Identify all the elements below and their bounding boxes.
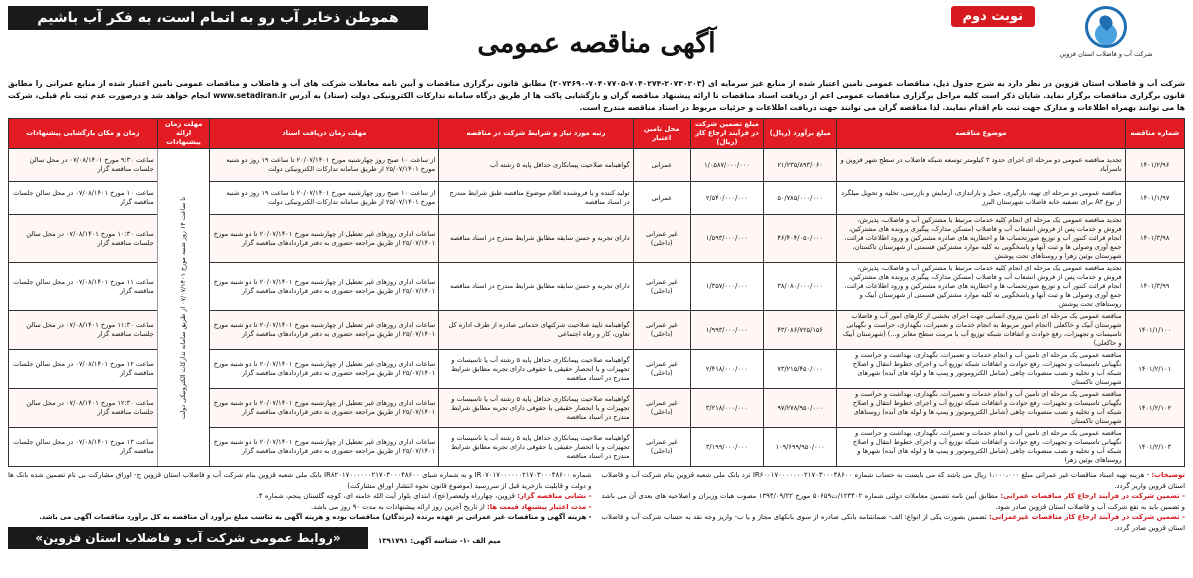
- guarantee-civil-text: مطابق آیین نامه تضمین معاملات دولتی شماره ۱۲۳۴۰۲/ت۵۰۶۵۹ مورخ ۱۳۹۴/۰۹/۲۲ مصوب هیات وزیران و اصلاحیه های بعدی آن می باشد و تضمین باید به نفع شرکت آب و فاضلاب استان قزوین صادر شود.: [601, 492, 1185, 511]
- cell-subject: تجدید مناقصه عمومی دو مرحله ای اجرای حدود ۳ کیلومتر توسعه شبکه فاضلاب در سطح شهر قزوین و تاسرآباد: [837, 149, 1125, 182]
- ad-cost-note: - هزینه آگهی و مناقصات غیر عمرانی بر عهده برنده (برندگان) مناقصات بوده و هزینه آگهی به تناسب مبلغ برآورد آن مناقصه به کل برآورد مناقصات آگهی می باشد.: [39, 513, 592, 521]
- cell-opening: ساعت ۱۳ مورخ ۰۷/۰۸/۱۴۰۱ در محل سالن جلسات مناقصه گزار: [9, 428, 158, 467]
- col-header-guarantee: مبلغ تضمین شرکت در فرآیند ارجاع کار (ریال): [690, 119, 763, 149]
- cell-rank: دارای تجربه و حسن سابقه مطابق شرایط مندرج در اسناد مناقصه: [439, 263, 633, 311]
- notice-header: [8, 6, 1185, 76]
- cell-receive: از ساعت ۱۰ صبح روز چهارشنبه مورخ ۲۰/۰۷/۱۴۰۱ تا ساعت ۱۹ روز دو شنبه مورخ ۲۵/۰۷/۱۴۰۱ از طریق سامانه تدارکات الکترونیکی دولت: [210, 149, 439, 182]
- cell-rank: گواهینامه صلاحیت پیمانکاری حداقل پایه ۵ رشته آب: [439, 149, 633, 182]
- guarantee-noncivil-text: تضمین بصورت یکی از انواع: الف- ضمانتنامه بانکی صادره از سوی بانکهای مجاز و یا ب- واریز وجه نقد به حساب شرکت آب و فاضلاب استان قزوین صادر گردد.: [601, 513, 1185, 532]
- cell-estimate: ۱۰۹/۶۹۹/۹۵۰/۰۰۰: [764, 428, 837, 467]
- cell-funding: عمرانی: [633, 182, 690, 215]
- cell-num: ۱۴۰۱/۱/۱۰۰: [1125, 311, 1184, 350]
- cell-subject: مناقصه عمومی دو مرحله ای تهیه، بارگیری، حمل و باراندازی، آزمایش و بازرسی، تخلیه و تحویل میلگرد از نوع A۳ برای تصفیه خانه فاضلاب شهرستان البرز: [837, 182, 1125, 215]
- cell-subject: مناقصه عمومی یک مرحله ای تامین آب و انجام خدمات و تعمیرات، نگهداری، بهداشت و حراست و نگهبانی تاسیسات و تجهیزات، رفع حوادث و اتفاقات شبکه توزیع آب و اجرای خطوط انتقال و اصلاح شبکه آب و تخلیه و نصب منصوبات چاهی (شامل الکتروموتور و پمپ ها و لوله های آبده) شهرها و روستاهای بوئین زهرا: [837, 428, 1125, 467]
- cell-opening: ساعت ۹:۳۰ مورخ ۰۷/۰۸/۱۴۰۱ در محل سالن جلسات مناقصه گزار: [9, 149, 158, 182]
- cell-deadline-merged: تا ساعت ۱۴ روز شنبه مورخ ۰۷/۰۷/۱۴۰۱ از طریق سامانه تدارکات الکترونیکی دولت: [157, 149, 210, 467]
- cell-receive: ساعات اداری روزهای غیر تعطیل از چهارشنبه مورخ ۲۰/۰۷/۱۴۰۱ تا دو شنبه مورخ ۲۵/۰۷/۱۴۰۱ از طریق مراجعه حضوری به دفتر قراردادهای مناقصه گزار: [210, 311, 439, 350]
- cell-rank: تولید کننده و یا فروشنده اقلام موضوع مناقصه طبق شرایط مندرج در اسناد مناقصه: [439, 182, 633, 215]
- address-text: قزوین، چهارراه ولیعصر(عج)، ابتدای بلوار آیت الله خامنه ای، کوچه گلستان پنجم، شماره ۴.: [256, 492, 515, 500]
- col-header-subject: موضوع مناقصه: [837, 119, 1125, 149]
- cell-guarantee: ۱/۹۹۳/۰۰۰/۰۰۰: [690, 311, 763, 350]
- cell-num: ۱۴۰۱/۱/۹۷: [1125, 182, 1184, 215]
- address-label: - نشانی مناقصه گزار:: [517, 492, 592, 500]
- cell-subject: تجدید مناقصه عمومی یک مرحله ای انجام کلیه خدمات مرتبط با مشترکین آب و فاضلاب، پذیرش، فروش و خدمات پس از فروش انشعاب آب و فاضلاب (مسکن مدارک، پیگیری پرونده های مشترکین، انجام قرائت کنتور آب و توزیع صورتحساب ها و اخطاریه های صادره مشترکین و ورود اطلاعات قرائت، جمع آوری وصولی ها و ثبت آنها و پاسخگویی به کلیه موارد مشترکین قسمتی از شهرستان تاکستان، شهرستان بوئین زهرا و روستاهای تحت پوشش: [837, 215, 1125, 263]
- cell-subject: مناقصه عمومی یک مرحله ای تامین آب و انجام خدمات و تعمیرات، نگهداری، بهداشت و حراست و نگهبانی تاسیسات و تجهیزات، رفع حوادث و اتفاقات شبکه توزیع آب و اجرای خطوط انتقال و اصلاح شبکه آب و تخلیه و نصب منصوبات چاهی (شامل الکتروموتور و پمپ ها و لوله های آبده) روستاهای شهرستان تاکستان: [837, 389, 1125, 428]
- cell-rank: گواهینامه صلاحیت پیمانکاری حداقل پایه ۵ رشته آب یا تاسیسات و تجهیزات و یا انحصار حقیقی یا حقوقی دارای تجربه مطابق شرایط مندرج در اسناد مناقصه: [439, 428, 633, 467]
- cell-funding: غیر عمرانی (داخلی): [633, 350, 690, 389]
- cell-guarantee: ۱/۳۵۷/۰۰۰/۰۰۰: [690, 263, 763, 311]
- col-header-number: شماره مناقصه: [1125, 119, 1184, 149]
- col-header-deadline: مهلت زمان ارائه پیشنهادات: [157, 119, 210, 149]
- cell-receive: ساعات اداری روزهای غیر تعطیل از چهارشنبه مورخ ۲۰/۰۷/۱۴۰۱ تا دو شنبه مورخ ۲۵/۰۷/۱۴۰۱ از طریق مراجعه حضوری به دفتر قراردادهای مناقصه گزار: [210, 350, 439, 389]
- notice-footer: [8, 470, 1185, 545]
- cell-num: ۱۴۰۱/۲/۱۰۳: [1125, 428, 1184, 467]
- cell-rank: دارای تجربه و حسن سابقه مطابق شرایط مندرج در اسناد مناقصه: [439, 215, 633, 263]
- cell-num: ۱۴۰۱/۲/۱۰۱: [1125, 350, 1184, 389]
- account-text: شماره IR۰۷۰۱۷۰۰۰۰۰۰۲۱۷۰۳۰۰۰۴۸۶۰۰ و به شماره شبای IR۸۲۰۱۷۰۰۰۰۰۰۲۱۷۰۳۰۰۰۴۸۶۰۰ بانک ملی شعبه قزوین بنام شرکت آب و فاضلاب استان قزوین ج- اوراق مشارکت بی نام تضمین شده بانک ها و دولت و قابلیت بازخرید قبل از سررسید (موضوع قانون نحوه انتشار اوراق مشارکت): [8, 471, 592, 490]
- col-header-estimate: مبلغ برآورد (ریال): [764, 119, 837, 149]
- col-header-funding: محل تامین اعتبار: [633, 119, 690, 149]
- footer-right-column: [602, 470, 1186, 545]
- cell-guarantee: ۲/۴۱۸/۰۰۰/۰۰۰: [690, 350, 763, 389]
- cell-funding: غیر عمرانی (داخلی): [633, 428, 690, 467]
- cell-estimate: ۴۳/۰۸۶/۷۲۵/۱۵۶: [764, 311, 837, 350]
- cell-funding: غیر عمرانی (داخلی): [633, 263, 690, 311]
- cell-opening: ساعت ۱۱:۳۰ مورخ ۰۷/۰۸/۱۴۰۱ در محل سالن جلسات مناقصه گزار: [9, 311, 158, 350]
- cell-opening: ساعت ۱۲:۳۰ مورخ ۰۷/۰۸/۱۴۰۱ در محل سالن جلسات مناقصه گزار: [9, 389, 158, 428]
- cell-receive: ساعات اداری روزهای غیر تعطیل از چهارشنبه مورخ ۲۰/۰۷/۱۴۰۱ تا دو شنبه مورخ ۲۵/۰۷/۱۴۰۱ از طریق مراجعه حضوری به دفتر قراردادهای مناقصه گزار: [210, 389, 439, 428]
- slogan-bar: هموطن ذخایر آب رو به اتمام است، به فکر آب باشیم: [8, 6, 428, 30]
- cell-funding: غیر عمرانی (داخلی): [633, 389, 690, 428]
- cell-subject: مناقصه عمومی یک مرحله ای تامین نیروی انسانی جهت اجرای بخشی از کارهای امور آب و فاضلاب شهرستان آبیک و خاکعلی (انجام امور مربوط به انجام خدمات و تعمیرات، نگهداری، حراست و نگهبانی تاسیسات و تجهیزات، رفع حوادث و اتفاقات شبکه توزیع آب با مرمت سطح معابر و...) (شهرستان آبیک و خاکعلی): [837, 311, 1125, 350]
- validity-label: - مدت اعتبار پیشنهاد قیمت ها:: [486, 502, 592, 511]
- public-relations-bar: «روابط عمومی شرکت آب و فاضلاب استان قزوین»: [8, 527, 368, 549]
- cell-receive: از ساعت ۱۰ صبح روز چهارشنبه مورخ ۲۰/۰۷/۱۴۰۱ تا ساعت ۱۹ روز دو شنبه مورخ ۲۵/۰۷/۱۴۰۱ از طریق سامانه تدارکات الکترونیکی دولت: [210, 182, 439, 215]
- cell-estimate: ۲۱/۲۳۵/۸۹۳/۰۶۰: [764, 149, 837, 182]
- cell-opening: ساعت ۱۲ مورخ ۰۷/۰۸/۱۴۰۱ در محل سالن جلسات مناقصه گزار: [9, 350, 158, 389]
- intro-paragraph: شرکت آب و فاضلاب استان قزوین در نظر دارد به شرح جدول ذیل، مناقصات عمومی تامین اعتبار شده از منابع غیر سرمایه ای (۲۰۷۳۰۲۰۳-۷۰۴۰۲۷۴-۷۰۴۰۷۷۰۵-۲۰۷۳۶۹۰) مطابق قانون برگزاری مناقصات و آیین نامه معاملات شرکت های آب و فاضلاب و مناقصات عمومی تامین اعتبار شده از منابع عمرانی را مطابق قانون برگزاری مناقصات برگزار نماید. شایان ذکر است کلیه مراحل برگزاری مناقصات عمومی اعم از دریافت اسناد مناقصات تا ارائه پیشنهاد مناقصه گران و بازگشایی پاکت ها از طریق درگاه سامانه تدارکات الکترونیکی دولت (ستاد) به آدرس www.setadiran.ir انجام خواهد شد و درصورت عدم ثبت نام قبلی، شرکت ها می توانند بهمراه اطلاعات و مدارک جهت ثبت نام اقدام نمایند. لذا مناقصه گران می توانند جهت دریافت اطلاعات و جزئیات مربوط در اسناد مناقصه مندرج است.: [8, 79, 1185, 112]
- cell-num: ۱۴۰۱/۲/۹۶: [1125, 149, 1184, 182]
- cell-opening: ساعت ۱۰:۳۰ مورخ ۰۷/۰۸/۱۴۰۱ در محل سالن جلسات مناقصه گزار: [9, 215, 158, 263]
- cell-estimate: ۳۸/۰۸۰/۰۰۰/۰۰۰: [764, 263, 837, 311]
- col-header-receive: مهلت زمان دریافت اسناد: [210, 119, 439, 149]
- cell-guarantee: ۳/۲۱۸/۰۰۰/۰۰۰: [690, 389, 763, 428]
- col-header-rank: رتبه مورد نیاز و شرایط شرکت در مناقصه: [439, 119, 633, 149]
- cell-num: ۱۴۰۱/۳/۹۹: [1125, 263, 1184, 311]
- cell-subject: مناقصه عمومی یک مرحله ای تامین آب و انجام خدمات و تعمیرات، نگهداری، بهداشت و حراست و نگهبانی تاسیسات و تجهیزات، رفع حوادث و اتفاقات شبکه توزیع آب و اجرای خطوط انتقال و اصلاح شبکه آب و تخلیه و نصب منصوبات چاهی (شامل الکتروموتور و پمپ ها و لوله های آبده) شهرهای شهرستان تاکستان: [837, 350, 1125, 389]
- cell-funding: غیر عمرانی (داخلی): [633, 215, 690, 263]
- cell-estimate: ۵۰/۷۸۵/۰۰۰/۰۰۰: [764, 182, 837, 215]
- cell-estimate: ۹۷/۲۷۸/۹۵۰/۰۰۰: [764, 389, 837, 428]
- logo-caption: شرکت آب و فاضلاب استان قزوین: [1059, 50, 1153, 58]
- cell-funding: عمرانی: [633, 149, 690, 182]
- cell-receive: ساعات اداری روزهای غیر تعطیل از چهارشنبه مورخ ۲۰/۰۷/۱۴۰۱ تا دو شنبه مورخ ۲۵/۰۷/۱۴۰۱ از طریق مراجعه حضوری به دفتر قراردادهای مناقصه گزار: [210, 215, 439, 263]
- table-header-row: [9, 119, 1185, 149]
- table-row: [9, 149, 1185, 182]
- page-title: آگهی مناقصه عمومی: [477, 28, 716, 59]
- cell-estimate: ۴۶/۴۰۴/۰۵۰/۰۰۰: [764, 215, 837, 263]
- notes-fee-text: - هزینه تهیه اسناد مناقصات غیر عمرانی مبلغ ۱،۰۰۰،۰۰۰ ریال می باشد که می بایست به حساب شماره IR۶۰۰۱۷۰۰۰۰۰۰۰۲۱۷۰۳۰۰۰۴۸۶۰۰ نزد بانک ملی شعبه قزوین بنام شرکت آب و فاضلاب استان قزوین واریز گردد.: [601, 471, 1185, 490]
- cell-num: ۱۴۰۱/۲/۱۰۲: [1125, 389, 1184, 428]
- cell-receive: ساعات اداری روزهای غیر تعطیل از چهارشنبه مورخ ۲۰/۰۷/۱۴۰۱ تا دو شنبه مورخ ۲۵/۰۷/۱۴۰۱ از طریق مراجعه حضوری به دفتر قراردادهای مناقصه گزار: [210, 263, 439, 311]
- cell-guarantee: ۱/۵۹۳/۰۰۰/۰۰۰: [690, 215, 763, 263]
- cell-num: ۱۴۰۱/۳/۹۸: [1125, 215, 1184, 263]
- cell-rank: گواهینامه صلاحیت پیمانکاری حداقل پایه ۵ رشته آب یا تاسیسات و تجهیزات و یا انحصار حقیقی یا حقوقی دارای تجربه مطابق شرایط مندرج در اسناد مناقصه: [439, 389, 633, 428]
- cell-subject: تجدید مناقصه عمومی یک مرحله ای انجام کلیه خدمات مرتبط با مشترکین آب و فاضلاب، پذیرش، فروش و خدمات پس از فروش انشعاب آب و فاضلاب (مسکن مدارک، پیگیری پرونده های مشترکین، انجام قرائت کنتور آب و توزیع صورتحساب ها و اخطاریه های صادره مشترکین و ورود اطلاعات قرائت، جمع آوری وصولی ها و ثبت آنها و پاسخگویی به کلیه موارد مشترکین قسمتی از شهرستان آبیک و روستاهای تحت پوشش: [837, 263, 1125, 311]
- cell-funding: غیر عمرانی (داخلی): [633, 311, 690, 350]
- cell-guarantee: ۱/۰۵۸۷/۰۰۰/۰۰۰: [690, 149, 763, 182]
- cell-opening: ساعت ۱۱ مورخ ۰۷/۰۸/۱۴۰۱ در محل سالن جلسات مناقصه گزار: [9, 263, 158, 311]
- cell-rank: گواهینامه صلاحیت پیمانکاری حداقل پایه ۵ رشته آب یا تاسیسات و تجهیزات و یا انحصار حقیقی یا حقوقی دارای تجربه مطابق شرایط مندرج در اسناد مناقصه: [439, 350, 633, 389]
- guarantee-civil-label: - تضمین شرکت در فرآیند ارجاع کار مناقصات عمرانی:: [1000, 492, 1185, 500]
- validity-text: از تاریخ آخرین روز ارائه پیشنهادات به مدت ۹۰ روز می باشد.: [311, 502, 485, 511]
- table-body: [9, 149, 1185, 467]
- cell-rank: گواهینامه تایید صلاحیت شرکتهای خدماتی صادره از طرف اداره کل تعاون، کار و رفاه اجتماعی: [439, 311, 633, 350]
- cell-receive: ساعات اداری روزهای غیر تعطیل از چهارشنبه مورخ ۲۰/۰۷/۱۴۰۱ تا دو شنبه مورخ ۲۵/۰۷/۱۴۰۱ از طریق مراجعه حضوری به دفتر قراردادهای مناقصه گزار: [210, 428, 439, 467]
- round-badge: نوبت دوم: [951, 6, 1035, 27]
- cell-guarantee: ۳/۱۹۹/۰۰۰/۰۰۰: [690, 428, 763, 467]
- col-header-opening: زمان و مکان بازگشایی پیشنهادات: [9, 119, 158, 149]
- tender-table: [8, 118, 1185, 467]
- cell-guarantee: ۲/۵۴۰/۰۰۰/۰۰۰: [690, 182, 763, 215]
- notes-label: توضیحات:: [1151, 471, 1185, 479]
- cell-opening: ساعت ۱۰ مورخ ۰۷/۰۸/۱۴۰۱ در محل سالن جلسات مناقصه گزار: [9, 182, 158, 215]
- ad-code: میم الف -۱- شناسه آگهی: ۱۳۹۱۷۹۱: [378, 537, 501, 545]
- guarantee-noncivil-label: - تضمین شرکت در فرآیند ارجاع کار مناقصات غیرعمرانی:: [988, 513, 1185, 521]
- cell-estimate: ۷۳/۲۱۵/۴۵۰/۰۰۰: [764, 350, 837, 389]
